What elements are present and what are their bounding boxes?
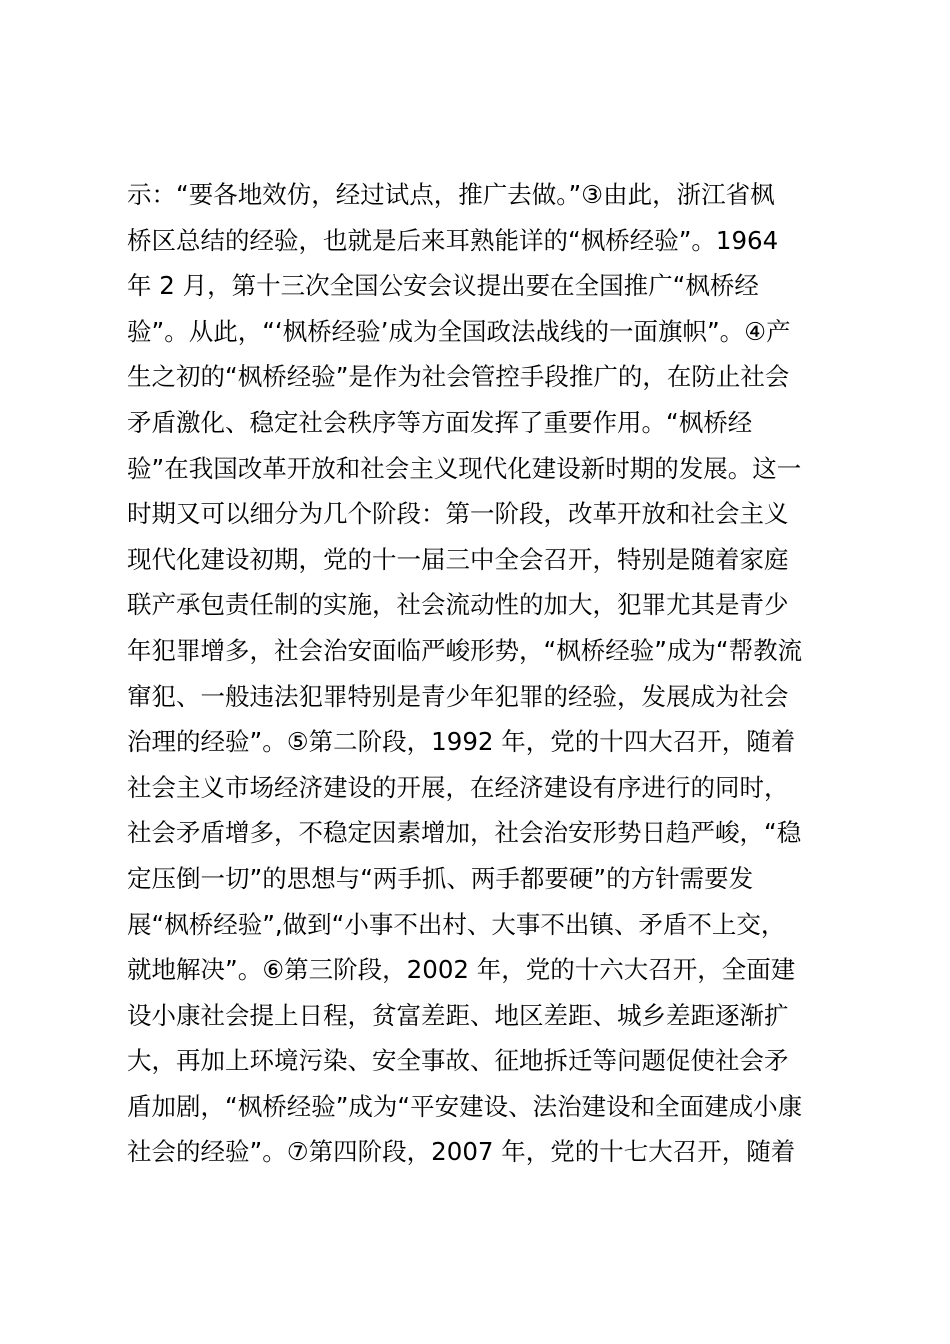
- text-line: 治理的经验”。⑤第二阶段，1992 年，党的十四大召开，随着: [127, 727, 796, 757]
- text-line: 矛盾激化、稳定社会秩序等方面发挥了重要作用。“枫桥经: [127, 407, 753, 437]
- text-line: 就地解决”。⑥第三阶段，2002 年，党的十六大召开，全面建: [127, 955, 796, 985]
- text-line: 窜犯、一般违法犯罪特别是青少年犯罪的经验，发展成为社会: [127, 681, 789, 711]
- text-line: 设小康社会提上日程，贫富差距、地区差距、城乡差距逐渐扩: [127, 1000, 789, 1030]
- text-line: 验”在我国改革开放和社会主义现代化建设新时期的发展。这一: [127, 453, 802, 483]
- text-line: 生之初的“枫桥经验”是作为社会管控手段推广的，在防止社会: [127, 362, 790, 392]
- text-line: 桥区总结的经验，也就是后来耳熟能详的“枫桥经验”。1964: [127, 225, 779, 255]
- text-line: 社会的经验”。⑦第四阶段，2007 年，党的十七大召开，随着: [127, 1137, 796, 1167]
- body-paragraph: [127, 172, 837, 1175]
- text-line: 示：“要各地效仿，经过试点，推广去做。”③由此，浙江省枫: [127, 180, 775, 209]
- text-line: 联产承包责任制的实施，社会流动性的加大，犯罪尤其是青少: [127, 590, 789, 620]
- text-line: 年 2 月，第十三次全国公安会议提出要在全国推广“枫桥经: [127, 271, 759, 301]
- text-line: 年犯罪增多，社会治安面临严峻形势，“枫桥经验”成为“帮教流: [127, 635, 803, 665]
- text-line: 社会主义市场经济建设的开展，在经济建设有序进行的同时，: [127, 772, 789, 802]
- text-line: 定压倒一切”的思想与“两手抓、两手都要硬”的方针需要发: [127, 863, 754, 893]
- text-line: 验”。从此，“‘枫桥经验’成为全国政法战线的一面旗帜”。④产: [127, 316, 791, 346]
- text-line: 时期又可以细分为几个阶段：第一阶段，改革开放和社会主义: [127, 499, 789, 529]
- text-line: 盾加剧，“枫桥经验”成为“平安建设、法治建设和全面建成小康: [127, 1091, 803, 1121]
- text-line: 展“枫桥经验”,做到“小事不出村、大事不出镇、矛盾不上交，: [127, 909, 786, 939]
- text-line: 大，再加上环境污染、安全事故、征地拆迁等问题促使社会矛: [127, 1046, 789, 1076]
- text-line: 社会矛盾增多，不稳定因素增加，社会治安形势日趋严峻，“稳: [127, 818, 802, 848]
- text-line: 现代化建设初期，党的十一届三中全会召开，特别是随着家庭: [127, 544, 789, 574]
